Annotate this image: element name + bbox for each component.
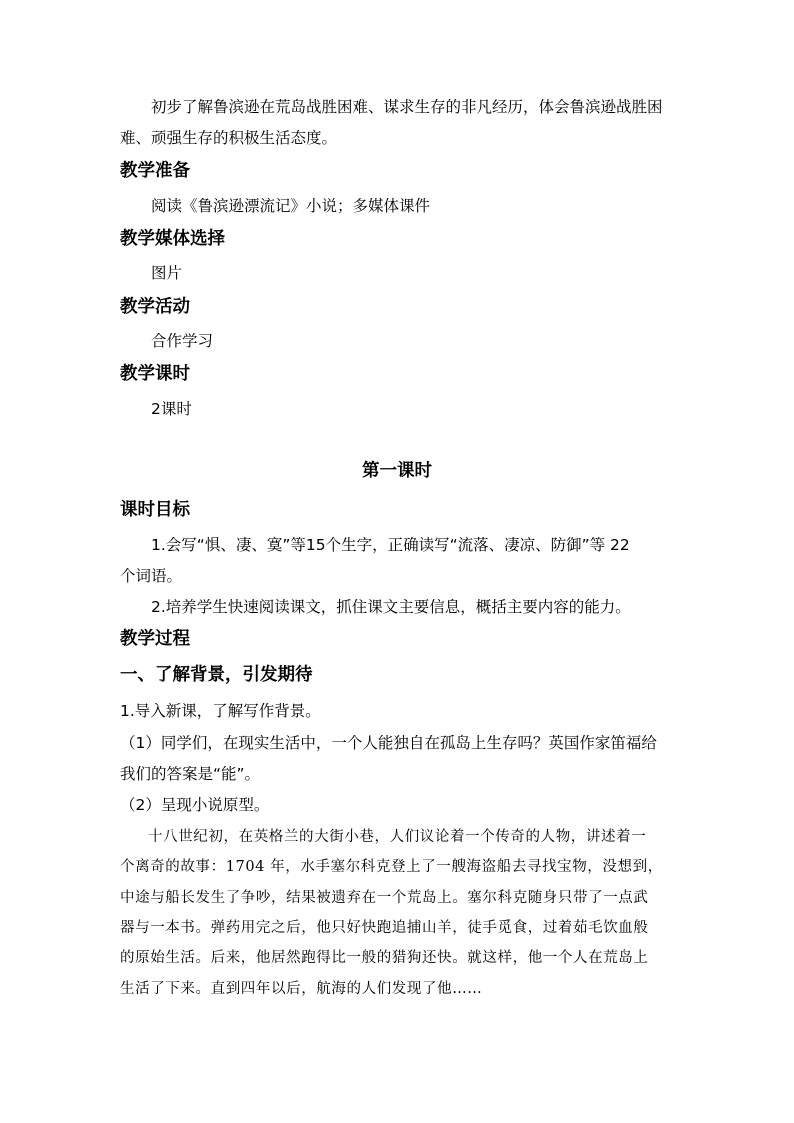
media-text: 图片 <box>151 264 183 282</box>
excerpt-line-4: 器与一本书。弹药用完之后，他只好快跑追捕山羊，徒手觅食，过着茹毛饮血般 <box>120 920 649 936</box>
hours-text: 2课时 <box>151 400 192 418</box>
activity-text: 合作学习 <box>151 332 214 350</box>
question-2: （2）呈现小说原型。 <box>120 796 270 814</box>
excerpt-line-5: 的原始生活。后来，他居然跑得比一般的猎狗还快。就这样，他一个人在荒岛上 <box>120 950 649 966</box>
intro-line-2: 难、顽强生存的积极生活态度。 <box>120 129 338 147</box>
excerpt-line-1: 十八世纪初，在英格兰的大街小巷，人们议论着一个传奇的人物，讲述着一 <box>148 829 647 845</box>
lesson-title: 第一课时 <box>362 461 432 481</box>
part-1-heading: 一、了解背景，引发期待 <box>120 665 313 685</box>
activity-heading: 教学活动 <box>120 297 190 317</box>
process-heading: 教学过程 <box>120 629 190 649</box>
media-heading: 教学媒体选择 <box>120 229 225 249</box>
intro-line-1: 初步了解鲁滨逊在荒岛战胜困难、谋求生存的非凡经历，体会鲁滨逊战胜困 <box>151 98 663 116</box>
goal-1-line-2: 个词语。 <box>120 567 183 585</box>
question-1-line-1: （1）同学们，在现实生活中，一个人能独自在孤岛上生存吗？英国作家笛福给 <box>120 734 657 752</box>
goals-heading: 课时目标 <box>120 500 190 520</box>
excerpt-line-3: 中途与船长发生了争吵，结果被遗弃在一个荒岛上。塞尔科克随身只带了一点武 <box>120 890 649 906</box>
goal-1-line-1: 1.会写“惧、凄、寞”等15个生字，正确读写“流落、凄凉、防御”等 22 <box>151 536 630 554</box>
step-1: 1.导入新课，了解写作背景。 <box>120 702 321 720</box>
question-1-line-2: 我们的答案是“能”。 <box>120 765 261 783</box>
hours-heading: 教学课时 <box>120 364 190 384</box>
prep-text: 阅读《鲁滨逊漂流记》小说；多媒体课件 <box>151 197 431 215</box>
prep-heading: 教学准备 <box>120 161 190 181</box>
excerpt-line-2: 个离奇的故事：1704 年，水手塞尔科克登上了一艘海盗船去寻找宝物，没想到， <box>120 859 663 875</box>
excerpt-line-6: 生活了下来。直到四年以后，航海的人们发现了他…… <box>120 981 483 997</box>
goal-2: 2.培养学生快速阅读课文，抓住课文主要信息，概括主要内容的能力。 <box>151 598 631 616</box>
